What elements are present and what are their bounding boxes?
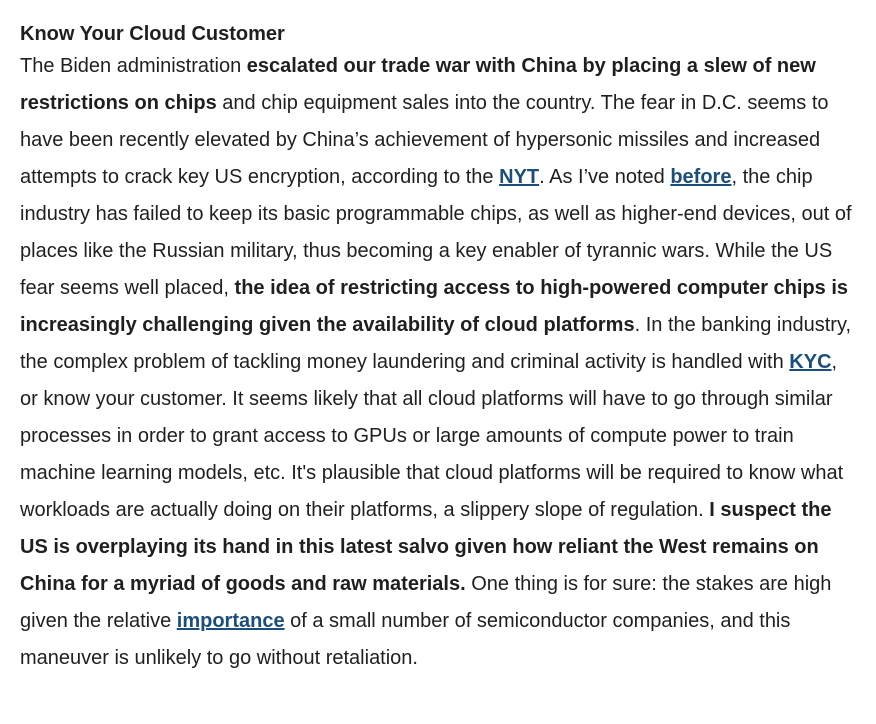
- emphasis-text: the idea of restricting access to high-powered computer chips is increasingly challenging given the availability of cloud platforms: [20, 277, 849, 336]
- link-before[interactable]: before: [670, 166, 732, 188]
- paragraph-text: , the chip industry has failed to keep its basic programmable chips, as well as higher-end devices, out of places like the Russian military, thus becoming a key enabler of tyrannic wars. While the US fear seems well placed,: [20, 166, 852, 299]
- paragraph-text: . In the banking industry, the complex problem of tackling money laundering and criminal activity is handled with: [20, 314, 852, 373]
- section-heading: Know Your Cloud Customer: [20, 23, 285, 45]
- emphasis-text: escalated our trade war with China by placing a slew of new restrictions on chips: [20, 55, 816, 114]
- paragraph-text: One thing is for sure: the stakes are high given the relative: [20, 573, 832, 632]
- link-importance[interactable]: importance: [176, 610, 285, 632]
- paragraph-text: of a small number of semiconductor companies, and this maneuver is unlikely to go without retaliation.: [20, 610, 791, 669]
- paragraph-text: The Biden administration: [20, 55, 247, 77]
- paragraph-text: , or know your customer. It seems likely that all cloud platforms will have to go through similar processes in order to grant access to GPUs or large amounts of compute power to train machine learning models, etc. It's plausible that cloud platforms will be required to know what workloads are actually doing on their platforms, a slippery slope of regulation.: [20, 351, 844, 521]
- article-paragraph: [20, 48, 856, 677]
- emphasis-text: I suspect the US is overplaying its hand in this latest salvo given how reliant the West remains on China for a myriad of goods and raw materials.: [20, 499, 832, 595]
- link-kyc[interactable]: KYC: [789, 351, 832, 373]
- paragraph-text: . As I’ve noted: [539, 166, 671, 188]
- paragraph-text: and chip equipment sales into the country. The fear in D.C. seems to have been recently elevated by China’s achievement of hypersonic missiles and increased attempts to crack key US encryption, according to the: [20, 92, 829, 188]
- link-nyt[interactable]: NYT: [499, 166, 540, 188]
